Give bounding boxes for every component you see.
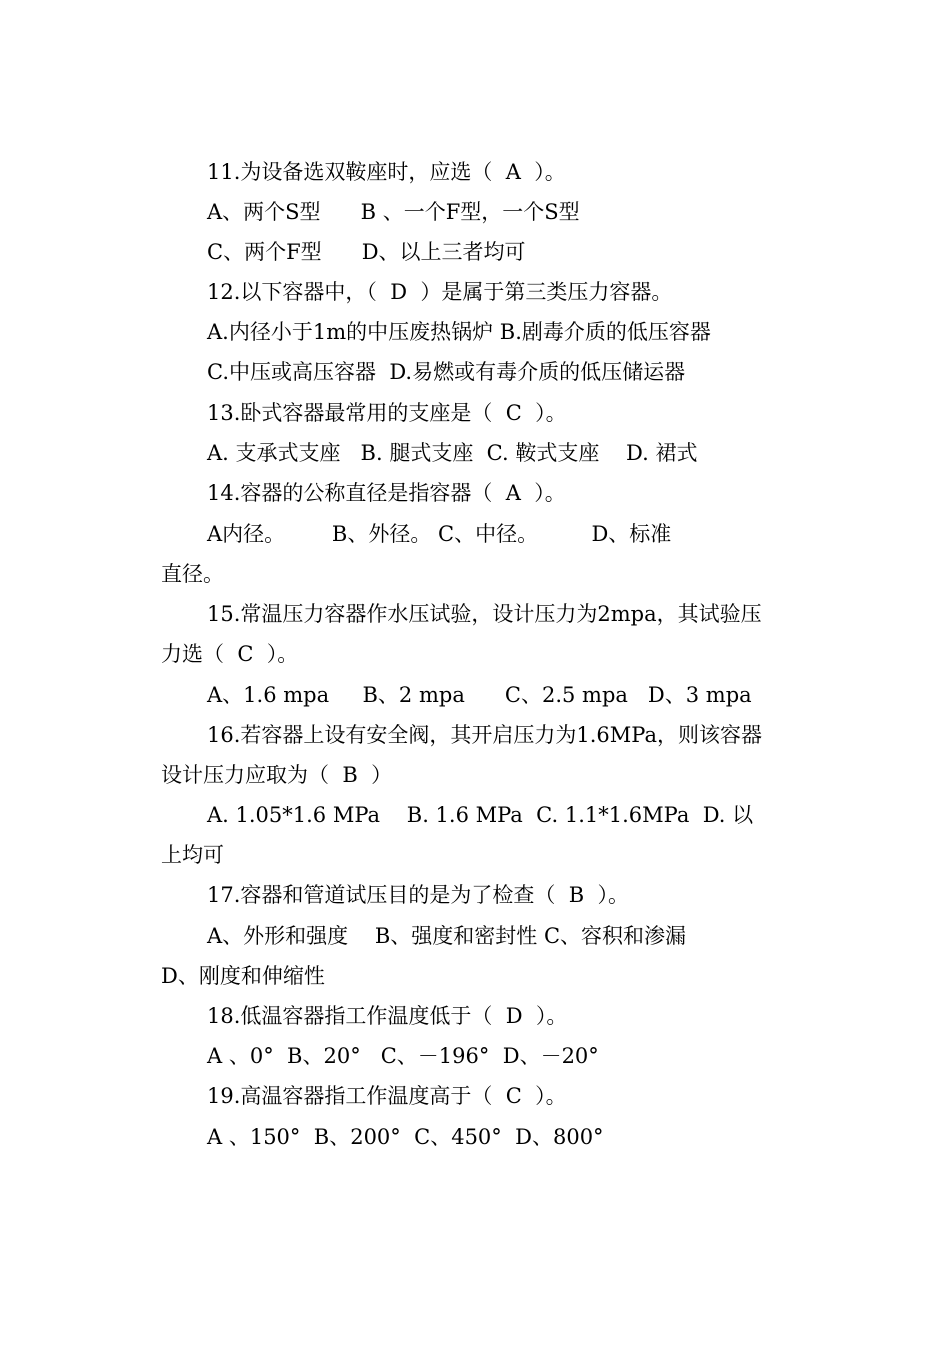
question-12-options-cd: C.中压或高压容器 D.易燃或有毒介质的低压储运器 xyxy=(207,360,686,384)
question-11: 11.为设备选双鞍座时，应选（ A ）。 xyxy=(207,160,566,184)
question-14-options: A内径。 B、外径。 C、中径。 D、标准 xyxy=(207,522,672,546)
question-18-options: A 、0° B、20° C、－196° D、－20° xyxy=(207,1044,599,1068)
question-17-options-cont: D、刚度和伸缩性 xyxy=(161,964,325,988)
question-11-options-cd: C、两个F型 D、以上三者均可 xyxy=(207,240,526,264)
question-12: 12.以下容器中，（ D ）是属于第三类压力容器。 xyxy=(207,280,673,304)
question-13-options: A. 支承式支座 B. 腿式支座 C. 鞍式支座 D. 裙式 xyxy=(207,441,698,465)
question-17: 17.容器和管道试压目的是为了检查（ B ）。 xyxy=(207,883,630,907)
question-13: 13.卧式容器最常用的支座是（ C ）。 xyxy=(207,401,567,425)
question-16-options-cont: 上均可 xyxy=(161,843,224,867)
question-14: 14.容器的公称直径是指容器（ A ）。 xyxy=(207,481,566,505)
question-19-options: A 、150° B、200° C、450° D、800° xyxy=(207,1125,604,1149)
question-15: 15.常温压力容器作水压试验，设计压力为2mpa，其试验压 xyxy=(207,602,762,626)
question-14-options-cont: 直径。 xyxy=(161,562,224,586)
question-15-cont: 力选（ C ）。 xyxy=(161,642,299,666)
question-17-options: A、外形和强度 B、强度和密封性 C、容积和渗漏 xyxy=(207,924,687,948)
question-16-cont: 设计压力应取为（ B ） xyxy=(161,763,393,787)
question-11-options-ab: A、两个S型 B 、一个F型，一个S型 xyxy=(207,200,580,224)
question-16-options: A. 1.05*1.6 MPa B. 1.6 MPa C. 1.1*1.6MPa D. 以 xyxy=(207,803,754,827)
question-15-options: A、1.6 mpa B、2 mpa C、2.5 mpa D、3 mpa xyxy=(207,683,752,707)
question-19: 19.高温容器指工作温度高于（ C ）。 xyxy=(207,1084,567,1108)
question-18: 18.低温容器指工作温度低于（ D ）。 xyxy=(207,1004,568,1028)
question-12-options-ab: A.内径小于1m的中压废热锅炉 B.剧毒介质的低压容器 xyxy=(207,320,711,344)
question-16: 16.若容器上设有安全阀，其开启压力为1.6MPa，则该容器 xyxy=(207,723,763,747)
